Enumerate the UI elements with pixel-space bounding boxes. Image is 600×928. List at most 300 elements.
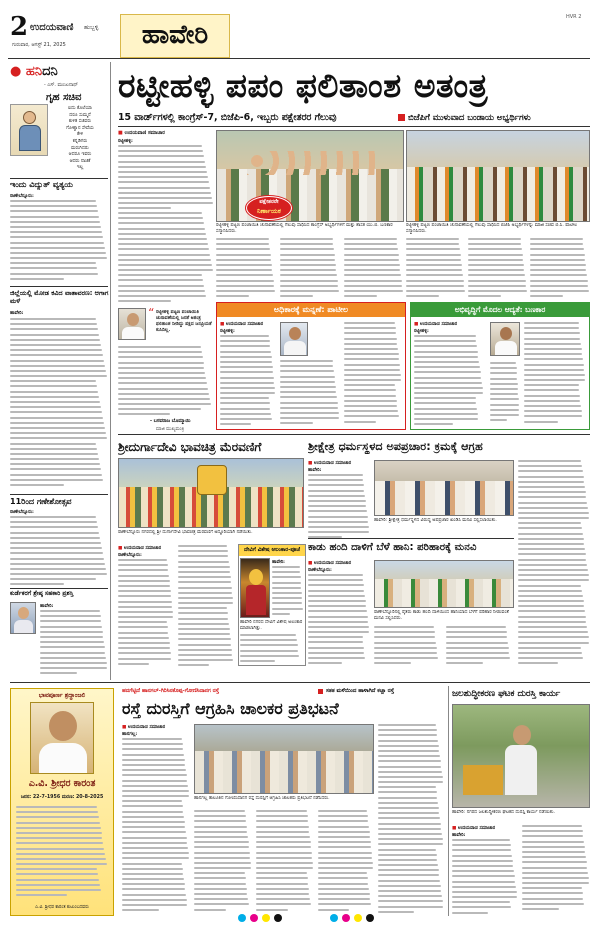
- text-line: [272, 587, 301, 589]
- text-line: [10, 226, 101, 228]
- registration-mark: [238, 914, 246, 922]
- masthead-rule: [8, 58, 590, 59]
- text-line: [318, 841, 371, 843]
- text-line: [446, 657, 510, 659]
- text-line: [256, 857, 312, 859]
- text-line: [10, 365, 105, 367]
- text-line: [468, 243, 521, 245]
- text-line: [16, 853, 105, 855]
- text-line: [344, 348, 398, 350]
- text-line: [118, 264, 212, 266]
- text-line: [220, 387, 275, 389]
- text-line: [280, 280, 338, 282]
- text-line: [16, 832, 102, 834]
- text-line: [122, 743, 183, 745]
- text-line: [280, 243, 333, 245]
- text-line: [122, 826, 185, 828]
- text-line: [118, 580, 170, 582]
- kaadu-start: ರಾಣೇಬೆನ್ನೂರು:: [308, 568, 332, 573]
- text-line: [518, 538, 584, 540]
- text-line: [256, 867, 313, 869]
- text-line: [178, 618, 228, 620]
- text-line: [446, 652, 509, 654]
- text-line: [344, 353, 399, 355]
- text-line: [280, 274, 337, 276]
- text-line: [10, 432, 106, 434]
- text-line: [16, 827, 101, 829]
- devi-start: ಹಾವೇರಿ:: [272, 560, 285, 565]
- text-line: [178, 623, 229, 625]
- text-line: [414, 371, 481, 373]
- main-photo-bjp: [406, 130, 590, 222]
- text-line: [256, 841, 311, 843]
- text-line: [308, 621, 368, 623]
- text-line: [522, 846, 585, 848]
- text-line: [194, 831, 247, 833]
- text-line: [518, 662, 558, 664]
- text-line: [194, 852, 250, 854]
- registration-mark: [366, 914, 374, 922]
- text-line: [10, 370, 106, 372]
- text-line: [118, 413, 170, 415]
- text-line: [468, 290, 527, 292]
- text-line: [446, 626, 506, 628]
- text-line: [178, 571, 230, 573]
- text-line: [16, 806, 97, 808]
- issue-date: ಗುರುವಾರ, ಆಗಸ್ಟ್ 21, 2025: [12, 42, 66, 48]
- text-line: [344, 238, 397, 240]
- hanidani-poem: ಐದು ಕೊಲೆಯಾ ದರೂ ಸುಮ್ಮನೆ ಕುಳಿತ ಸಚಿವರು ಗೋಶ್ವಾನ ಸೇವೆಯ ಕೇಳಿ ಕನ್ನಡಿಗರು ಮರುಗಿದರು ಆದರೂ ಇವರು ಆದರು ನಾಚಿಕೆ ಇಲ್ಲ: [66, 106, 94, 171]
- text-line: [10, 468, 101, 470]
- text-line: [10, 257, 107, 259]
- text-line: [518, 476, 584, 478]
- text-line: [518, 460, 581, 462]
- text-line: [524, 405, 581, 407]
- text-line: [414, 423, 453, 425]
- text-line: [216, 254, 271, 256]
- text-line: [308, 474, 363, 476]
- text-line: [118, 616, 173, 618]
- text-line: [490, 393, 518, 395]
- tribute-name: ಎ.ವಿ. ಶ್ರೀಧರ ಕಾರಂತ: [28, 778, 96, 789]
- text-line: [344, 400, 397, 402]
- rasthe-kicker-bullet-icon: [318, 689, 323, 694]
- text-line: [240, 660, 275, 662]
- text-line: [318, 826, 369, 828]
- text-line: [10, 427, 105, 429]
- text-line: [16, 863, 107, 865]
- text-line: [308, 595, 365, 597]
- text-line: [194, 815, 246, 817]
- text-line: [308, 521, 368, 523]
- text-line: [220, 397, 269, 399]
- text-line: [406, 238, 459, 240]
- text-line: [378, 802, 438, 804]
- rasthe-photo: [194, 724, 374, 794]
- text-line: [16, 811, 98, 813]
- text-line: [446, 631, 507, 633]
- jala-heading: ಜಲಶುದ್ಧೀಕರಣ ಘಟಕ ದುರಸ್ತಿ ಕಾರ್ಯ: [452, 689, 561, 699]
- main-subhead: 15 ವಾರ್ಡ್‌ಗಳಲ್ಲಿ ಕಾಂಗ್ರೆಸ್-7, ಬಿಜೆಪಿ-6, ಇಬ್ಬರು ಪಕ್ಷೇತರರ ಗೆಲುವು: [118, 112, 337, 123]
- registration-mark: [250, 914, 258, 922]
- quote-portrait: [118, 308, 146, 340]
- text-line: [518, 590, 582, 592]
- text-line: [122, 748, 183, 750]
- text-line: [344, 332, 396, 334]
- text-line: [10, 443, 96, 445]
- text-line: [10, 417, 103, 419]
- text-line: [122, 790, 189, 792]
- article-ganesha-heading: 11ರಿಂದ ಗಣೇಶೋತ್ಸವ: [10, 497, 72, 506]
- text-line: [446, 642, 508, 644]
- text-line: [414, 382, 482, 384]
- text-line: [522, 830, 583, 832]
- text-line: [118, 238, 207, 240]
- text-line: [194, 867, 251, 869]
- text-line: [10, 516, 96, 518]
- text-line: [522, 877, 589, 879]
- district-title: ಹಾವೇರಿ: [141, 20, 209, 50]
- box-banakara-body-a: [414, 335, 484, 427]
- text-line: [10, 231, 102, 233]
- jala-body-b: [522, 825, 590, 915]
- text-line: [378, 849, 436, 851]
- text-line: [308, 610, 367, 612]
- hanidani-logo-a: ಹನಿ: [25, 64, 43, 79]
- text-line: [10, 247, 105, 249]
- text-line: [10, 479, 103, 481]
- text-line: [122, 738, 182, 740]
- text-line: [122, 899, 187, 901]
- text-line: [280, 376, 335, 378]
- tribute-footer: ಎ.ವಿ. ಶ್ರೀಧರ ಕಾರಂತ ಕುಟುಂಬದವರು: [35, 905, 89, 910]
- text-line: [216, 259, 271, 261]
- text-line: [378, 906, 443, 908]
- text-line: [318, 852, 372, 854]
- text-line: [530, 243, 583, 245]
- text-line: [40, 626, 102, 628]
- text-line: [378, 781, 443, 783]
- text-line: [280, 295, 313, 297]
- dharmasthala-body-a: [308, 474, 370, 538]
- text-line: [414, 377, 481, 379]
- text-line: [344, 421, 376, 423]
- text-line: [378, 724, 436, 726]
- text-line: [122, 888, 185, 890]
- text-line: [452, 912, 488, 914]
- text-line: [10, 210, 98, 212]
- hanidani-title: ಗೃಹ ಸಚಿವ: [46, 92, 82, 103]
- text-line: [378, 817, 440, 819]
- text-line: [280, 238, 333, 240]
- durgadevi-body-b: [178, 545, 234, 667]
- text-line: [216, 274, 273, 276]
- text-line: [10, 334, 99, 336]
- kaadu-photo: [374, 560, 514, 608]
- text-line: [318, 846, 371, 848]
- text-line: [118, 663, 149, 665]
- rasthe-body-e: [378, 724, 444, 914]
- text-line: [118, 585, 170, 587]
- tribute-portrait: [30, 702, 94, 774]
- text-line: [344, 389, 396, 391]
- text-line: [318, 903, 371, 905]
- devi-body: [272, 566, 304, 618]
- text-line: [406, 264, 462, 266]
- text-line: [344, 295, 377, 297]
- article-power-cut-heading: ಇಂದು ವಿದ್ಯುತ್ ವ್ಯತ್ಯಯ: [10, 180, 73, 189]
- text-line: [468, 285, 526, 287]
- text-line: [530, 259, 585, 261]
- rasthe-heading: ರಸ್ತೆ ದುರಸ್ತಿಗೆ ಆಗ್ರಹಿಸಿ ಚಾಲಕರ ಪ್ರತಿಭಟನೆ: [122, 699, 339, 718]
- text-line: [308, 605, 366, 607]
- text-line: [524, 415, 582, 417]
- text-line: [378, 828, 441, 830]
- text-line: [194, 841, 249, 843]
- text-line: [40, 620, 101, 622]
- text-line: [308, 636, 363, 638]
- text-line: [522, 856, 586, 858]
- text-line: [10, 262, 96, 264]
- text-line: [118, 254, 210, 256]
- text-line: [344, 364, 400, 366]
- text-line: [40, 667, 107, 669]
- text-line: [468, 280, 526, 282]
- text-line: [490, 414, 519, 416]
- text-line: [378, 797, 437, 799]
- text-line: [344, 415, 399, 417]
- text-line: [524, 384, 579, 386]
- text-line: [118, 300, 171, 302]
- text-line: [194, 898, 248, 900]
- byline-square-icon: ■: [118, 130, 123, 136]
- text-line: [122, 894, 186, 896]
- text-line: [40, 641, 104, 643]
- text-line: [178, 644, 231, 646]
- text-line: [522, 892, 583, 894]
- main-body-col4: [344, 238, 404, 300]
- text-line: [308, 647, 364, 649]
- text-line: [122, 780, 187, 782]
- text-line: [220, 377, 274, 379]
- text-line: [414, 402, 476, 404]
- text-line: [518, 491, 586, 493]
- text-line: [280, 259, 335, 261]
- text-line: [524, 389, 579, 391]
- text-line: [240, 644, 298, 646]
- text-line: [280, 360, 333, 362]
- text-line: [344, 395, 396, 397]
- text-line: [280, 402, 338, 404]
- text-line: [308, 505, 366, 507]
- text-line: [414, 397, 476, 399]
- text-line: [524, 369, 584, 371]
- text-line: [518, 564, 587, 566]
- text-line: [10, 401, 100, 403]
- text-line: [40, 631, 103, 633]
- text-line: [10, 568, 106, 570]
- text-line: [308, 484, 364, 486]
- text-line: [118, 388, 208, 390]
- box-banakara-body-c: [490, 362, 520, 426]
- text-line: [220, 423, 251, 425]
- text-line: [308, 626, 369, 628]
- text-line: [308, 495, 365, 497]
- box-banakara-portrait: [490, 322, 520, 356]
- text-line: [118, 285, 204, 287]
- text-line: [10, 532, 99, 534]
- text-line: [256, 888, 309, 890]
- text-line: [308, 641, 363, 643]
- text-line: [122, 837, 187, 839]
- rasthe-caption: ಹಾನಗಲ್ಲ ತಾಲೂಕಿನ ಗೋಣಿಸಿದಾನಗ ರಸ್ತೆ ದುರಸ್ತಿಗೆ ಆಗ್ರಹಿಸಿ ಚಾಲಕರು ಪ್ರತಿಭಟನೆ ನಡೆಸಿದರು.: [194, 796, 330, 801]
- text-line: [16, 873, 98, 875]
- devi-body-b: [240, 634, 304, 664]
- text-line: [280, 370, 334, 372]
- text-line: [118, 372, 205, 374]
- text-line: [16, 837, 102, 839]
- text-line: [518, 502, 587, 504]
- text-line: [518, 517, 589, 519]
- text-line: [118, 243, 208, 245]
- text-line: [374, 626, 434, 628]
- text-line: [378, 812, 439, 814]
- text-line: [522, 898, 583, 900]
- box-banakara-byline: ■ ಉದಯವಾಣಿ ಸಮಾಚಾರ: [414, 322, 458, 327]
- text-line: [452, 901, 510, 903]
- text-line: [122, 873, 183, 875]
- text-line: [378, 833, 442, 835]
- text-line: [406, 254, 461, 256]
- text-line: [490, 419, 507, 421]
- text-line: [178, 628, 230, 630]
- text-line: [122, 852, 189, 854]
- rasthe-body-b: [194, 810, 252, 914]
- text-line: [40, 652, 105, 654]
- rasthe-byline: ■ ಉದಯವಾಣಿ ಸಮಾಚಾರ: [122, 725, 166, 730]
- main-body-col3: [280, 238, 340, 300]
- text-line: [524, 322, 579, 324]
- kaadu-heading: ಕಾಡು ಹಂದಿ ದಾಳಿಗೆ ಬೆಳೆ ಹಾನಿ: ಪರಿಹಾರಕ್ಕೆ ಮನವಿ: [308, 542, 477, 553]
- text-line: [220, 335, 269, 337]
- text-line: [256, 815, 308, 817]
- text-line: [378, 755, 440, 757]
- text-line: [518, 512, 589, 514]
- text-line: [490, 372, 517, 374]
- text-line: [122, 811, 183, 813]
- text-line: [10, 216, 99, 218]
- text-line: [318, 815, 368, 817]
- text-line: [308, 526, 369, 528]
- text-line: [530, 290, 589, 292]
- text-line: [518, 496, 586, 498]
- text-line: [318, 872, 367, 874]
- text-line: [318, 883, 368, 885]
- text-line: [118, 217, 203, 219]
- text-line: [378, 859, 437, 861]
- text-line: [118, 590, 171, 592]
- kaadu-body-c: [446, 626, 514, 666]
- text-line: [178, 566, 230, 568]
- text-line: [378, 807, 439, 809]
- tribute-label: ಭಾವಪೂರ್ಣ ಶ್ರದ್ಧಾಂಜಲಿ: [38, 692, 86, 699]
- text-line: [518, 507, 588, 509]
- text-line: [518, 569, 588, 571]
- text-line: [10, 354, 103, 356]
- registration-mark: [342, 914, 350, 922]
- text-line: [530, 274, 587, 276]
- devi-heading: ದೇವಿಗೆ ವಿಶೇಷ ಅಲಂಕಾರ-ಪೂಜೆ: [239, 545, 305, 556]
- text-line: [16, 858, 106, 860]
- text-line: [10, 448, 97, 450]
- text-line: [118, 632, 168, 634]
- text-line: [216, 243, 269, 245]
- text-line: [122, 868, 183, 870]
- text-line: [118, 212, 202, 214]
- dharmasthala-caption: ಹಾವೇರಿ: ಶ್ರೀಕ್ಷೇತ್ರ ಧರ್ಮಸ್ಥಳದ ವಿರುದ್ಧ ಅಪಪ್ರಚಾರ ಖಂಡಿಸಿ ಮನವಿ ಸಲ್ಲಿಸಲಾಯಿತು.: [374, 518, 497, 523]
- text-line: [122, 904, 187, 906]
- text-line: [518, 616, 586, 618]
- durgadevi-byline: ■ ಉದಯವಾಣಿ ಸಮಾಚಾರ: [118, 546, 162, 551]
- text-line: [280, 269, 336, 271]
- text-line: [414, 361, 479, 363]
- text-line: [10, 205, 97, 207]
- text-line: [118, 367, 204, 369]
- article-ganesha-body: [10, 516, 108, 586]
- text-line: [518, 631, 588, 633]
- text-line: [378, 766, 441, 768]
- text-line: [118, 197, 212, 199]
- text-line: [10, 375, 107, 377]
- text-line: [524, 332, 580, 334]
- text-line: [524, 379, 585, 381]
- text-line: [318, 810, 367, 812]
- article-power-cut-body: [10, 200, 108, 282]
- text-line: [10, 273, 98, 275]
- main-body-col7: [530, 238, 590, 300]
- text-line: [216, 248, 270, 250]
- text-line: [522, 903, 584, 905]
- text-line: [10, 411, 102, 413]
- text-line: [118, 161, 205, 163]
- text-line: [378, 734, 437, 736]
- text-line: [10, 558, 104, 560]
- text-line: [378, 900, 443, 902]
- text-line: [280, 254, 335, 256]
- text-line: [256, 862, 313, 864]
- dharmasthala-body-b: [518, 460, 590, 666]
- text-line: [518, 486, 585, 488]
- text-line: [118, 176, 208, 178]
- rasthe-body-a: [122, 738, 190, 914]
- text-line: [522, 851, 585, 853]
- text-line: [118, 647, 170, 649]
- text-line: [318, 898, 370, 900]
- text-line: [308, 574, 363, 576]
- text-line: [16, 848, 104, 850]
- text-line: [240, 634, 296, 636]
- box-patil-portrait: [280, 322, 308, 356]
- rasthe-body-c: [256, 810, 314, 914]
- text-line: [344, 343, 397, 345]
- text-line: [194, 903, 249, 905]
- text-line: [318, 836, 370, 838]
- text-line: [178, 649, 232, 651]
- text-line: [518, 652, 582, 654]
- text-line: [490, 404, 519, 406]
- article-rain-body: [10, 318, 108, 492]
- text-line: [308, 516, 368, 518]
